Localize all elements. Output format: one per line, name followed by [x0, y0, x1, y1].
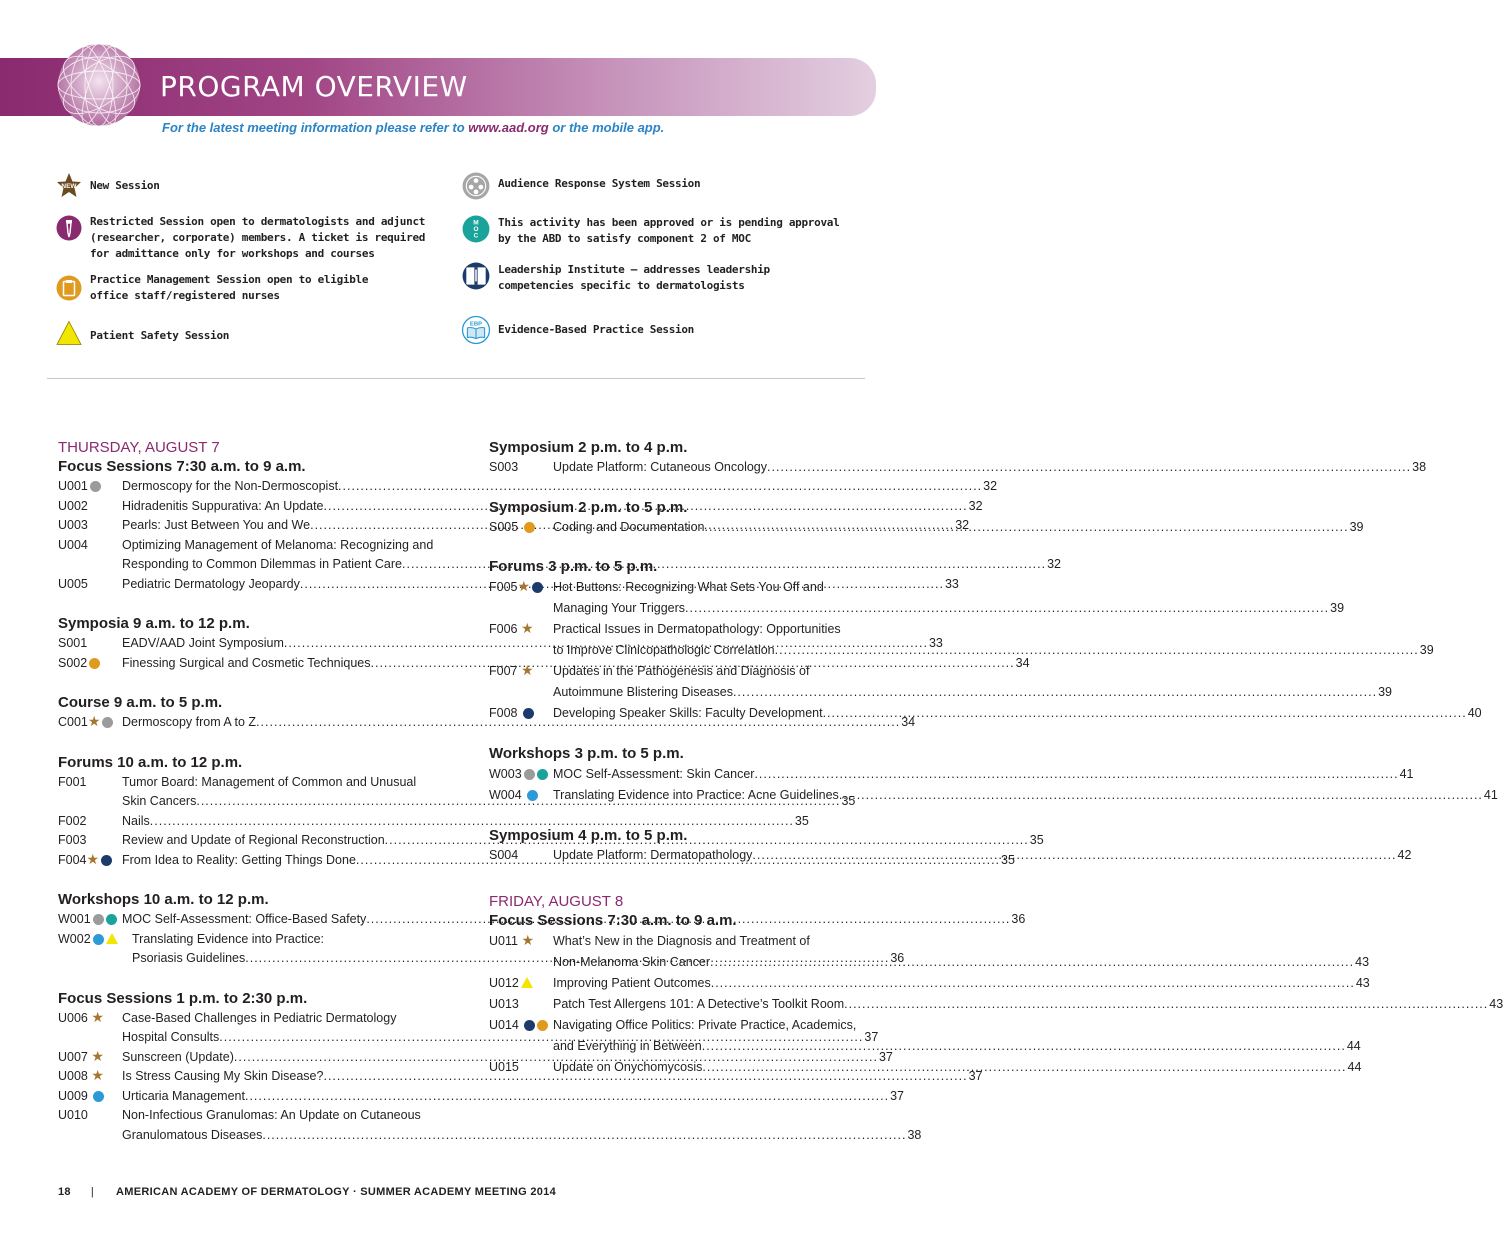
session-row[interactable]: [58, 812, 809, 832]
session-title: Practical Issues in Dermatopathology: Opportunities: [553, 622, 841, 636]
session-title: EADV/AAD Joint Symposium: [122, 636, 284, 650]
session-code: W003: [489, 767, 522, 781]
session-page: 41: [1483, 788, 1498, 802]
session-code: F005: [489, 580, 518, 594]
session-title: MOC Self-Assessment: Office-Based Safety: [122, 912, 367, 926]
session-title-cont: Autoimmune Blistering Diseases: [553, 685, 733, 699]
session-code: U007: [58, 1049, 88, 1064]
session-page: 40: [1467, 706, 1482, 720]
session-title: Developing Speaker Skills: Faculty Development: [553, 706, 823, 720]
session-title-cont: Non-Melanoma Skin Cancer: [553, 954, 711, 969]
session-title: Navigating Office Politics: Private Practice, Academics,: [553, 1017, 857, 1032]
audience-response-dot-icon: [93, 914, 104, 925]
session-code: S004: [489, 848, 519, 862]
section-title: Symposium 2 p.m. to 4 p.m.: [489, 439, 688, 456]
session-title: Tumor Board: Management of Common and Unusual: [122, 774, 417, 789]
legend-evidence-based: [462, 316, 694, 344]
session-row[interactable]: [58, 1067, 983, 1087]
session-title: Hot Buttons: Recognizing What Sets You Off and: [553, 580, 824, 594]
evidence-based-dot-icon: [93, 934, 104, 945]
session-code: W004: [489, 788, 522, 802]
section-title: Symposium 2 p.m. to 5 p.m.: [489, 498, 688, 516]
session-code: U013: [489, 996, 519, 1011]
session-title-cont: Granulomatous Diseases: [122, 1127, 263, 1142]
leadership-dot-icon: [523, 708, 534, 719]
session-page: 43: [1355, 954, 1370, 969]
leadership-book-icon: [462, 262, 490, 290]
session-code: S002: [58, 655, 88, 670]
evidence-based-dot-icon: [527, 790, 538, 801]
session-code: U003: [58, 518, 88, 532]
session-code: U015: [489, 1059, 519, 1074]
session-title: Finessing Surgical and Cosmetic Techniques: [122, 655, 371, 670]
session-code: U005: [58, 576, 88, 591]
session-code: F003: [58, 833, 87, 847]
session-row[interactable]: [489, 973, 1370, 994]
evidence-based-dot-icon: [93, 1091, 104, 1102]
leadership-dot-icon: [532, 582, 543, 593]
session-title: Optimizing Management of Melanoma: Recognizing and: [122, 537, 434, 552]
leadership-dot-icon: [524, 1020, 535, 1031]
session-title: Translating Evidence into Practice:: [132, 931, 324, 946]
subtitle-url-link[interactable]: www.aad.org: [468, 120, 549, 135]
legend-text: This activity has been approved or is pending approval by the ABD to satisfy component 2 of MOC: [498, 216, 840, 245]
warning-triangle-icon: [56, 320, 82, 346]
section-title: Course 9 a.m. to 5 p.m.: [58, 694, 223, 711]
session-page: 38: [907, 1127, 922, 1142]
new-star-icon: ★: [91, 1067, 104, 1083]
session-page: 32: [1047, 557, 1062, 571]
session-page: 37: [890, 1088, 904, 1103]
new-star-icon: ★: [91, 1008, 104, 1025]
section-title: Forums 3 p.m. to 5 p.m.: [489, 558, 658, 575]
session-page: 43: [1489, 996, 1503, 1011]
session-title: Hidradenitis Suppurativa: An Update: [122, 498, 324, 513]
footer-separator: |: [90, 1186, 95, 1198]
session-title-cont: Hospital Consults: [122, 1030, 220, 1044]
audience-response-dot-icon: [102, 717, 113, 728]
page-title: PROGRAM OVERVIEW: [160, 70, 468, 103]
session-code: U011: [489, 933, 518, 948]
legend-text: New Session: [90, 179, 160, 192]
session-code: F006: [489, 622, 518, 636]
new-star-icon: ★: [517, 578, 531, 594]
section-title: Forums 10 a.m. to 12 p.m.: [58, 753, 243, 771]
session-page: 37: [968, 1069, 983, 1083]
section-title: Focus Sessions 7:30 a.m. to 9 a.m.: [58, 458, 306, 475]
session-page: 38: [1412, 460, 1427, 474]
moc-dot-icon: [106, 914, 117, 925]
session-page: 35: [794, 813, 809, 828]
session-title: Patch Test Allergens 101: A Detective’s Toolkit Room: [553, 996, 845, 1011]
session-code: S003: [489, 460, 519, 474]
session-title: From Idea to Reality: Getting Things Done: [122, 852, 356, 867]
svg-text:C: C: [473, 232, 479, 240]
session-page: 42: [1397, 848, 1412, 862]
practice-management-dot-icon: [524, 522, 535, 533]
session-title: MOC Self-Assessment: Skin Cancer: [553, 767, 755, 781]
session-code: F008: [489, 706, 518, 720]
session-page: 34: [1015, 655, 1030, 670]
session-code: C001: [58, 715, 88, 729]
session-row[interactable]: [489, 994, 1503, 1015]
session-page: 39: [1349, 519, 1364, 534]
globe-logo-icon: [56, 42, 142, 128]
session-page: 33: [928, 636, 943, 650]
session-page: 39: [1419, 643, 1434, 657]
moc-icon: [462, 215, 490, 243]
session-page: 36: [890, 951, 905, 965]
session-title-cont: and Everything in Between: [553, 1038, 702, 1053]
session-code: U008: [58, 1069, 88, 1083]
legend-divider: [47, 378, 865, 379]
legend-text: Restricted Session open to dermatologists and adjunct (researcher, corporate) members. A ticket is required for admittance only for workshops and courses: [90, 215, 426, 260]
session-title: Dermoscopy for the Non-Dermoscopist: [122, 479, 339, 493]
legend-leadership: [462, 262, 852, 294]
svg-text:O: O: [473, 226, 479, 234]
session-row[interactable]: [58, 1087, 904, 1107]
session-page: 32: [983, 479, 998, 493]
session-title: Is Stress Causing My Skin Disease?: [122, 1069, 324, 1083]
header-subtitle: [162, 120, 664, 135]
subtitle-prefix: For the latest meeting information please refer to: [162, 120, 465, 135]
legend-audience-response: [462, 172, 700, 200]
session-row[interactable]: [58, 1106, 922, 1145]
session-page: 37: [878, 1049, 893, 1064]
practice-management-dot-icon: [537, 1020, 548, 1031]
moc-dot-icon: [537, 769, 548, 780]
session-page: 36: [1011, 912, 1026, 926]
session-title: Sunscreen (Update): [122, 1049, 234, 1064]
section-symposium-2-4: [489, 438, 1427, 478]
session-code: W001: [58, 912, 91, 926]
new-star-icon: ★: [87, 713, 101, 729]
new-star-icon: ★: [520, 662, 534, 678]
section-title: Focus Sessions 7:30 a.m. to 9 a.m.: [489, 911, 737, 929]
audience-response-dot-icon: [90, 481, 101, 492]
audience-response-dot-icon: [524, 769, 535, 780]
new-star-icon: ★: [91, 1047, 104, 1064]
leadership-dot-icon: [101, 855, 112, 866]
session-row[interactable]: [489, 764, 1414, 785]
session-title: What’s New in the Diagnosis and Treatment of: [553, 933, 810, 948]
session-page: 34: [901, 715, 916, 729]
session-page: 41: [1399, 767, 1414, 781]
page-number: 18: [58, 1186, 71, 1198]
session-title-cont: Skin Cancers: [122, 794, 197, 808]
clipboard-icon: [56, 275, 82, 301]
session-title-cont: Responding to Common Dilemmas in Patient Care: [122, 557, 402, 571]
session-title-cont: to Improve Clinicopathologic Correlation: [553, 643, 775, 657]
session-code: U004: [58, 537, 88, 552]
legend-patient-safety: [56, 320, 229, 346]
session-row[interactable]: [489, 458, 1427, 478]
section-title: Symposia 9 a.m. to 12 p.m.: [58, 615, 250, 632]
session-title: Review and Update of Regional Reconstruction: [122, 833, 385, 847]
session-code: U012: [489, 975, 519, 990]
session-title: Case-Based Challenges in Pediatric Dermatology: [122, 1010, 397, 1025]
session-code: U010: [58, 1108, 88, 1122]
session-title: Pearls: Just Between You and We: [122, 518, 311, 532]
svg-text:M: M: [473, 219, 479, 227]
session-page: 32: [968, 498, 983, 513]
session-code: U002: [58, 498, 88, 513]
session-code: W002: [58, 931, 91, 946]
day-heading-friday: FRIDAY, AUGUST 8: [489, 892, 624, 910]
session-row[interactable]: [489, 785, 1498, 806]
session-title: Improving Patient Outcomes: [553, 975, 711, 990]
legend-practice-session: [56, 272, 376, 304]
session-title-cont: Managing Your Triggers: [553, 601, 686, 615]
legend-new-session: [56, 172, 160, 198]
session-row[interactable]: [58, 477, 998, 497]
new-badge-text: NEW: [61, 183, 77, 190]
session-page: 44: [1347, 1059, 1362, 1074]
session-code: U014: [489, 1017, 519, 1032]
session-title: Dermoscopy from A to Z: [122, 715, 257, 729]
legend-text: Evidence-Based Practice Session: [498, 323, 694, 336]
legend-restricted-session: [56, 214, 446, 262]
session-page: 44: [1346, 1038, 1361, 1053]
subtitle-suffix: or the mobile app.: [552, 120, 665, 135]
session-page: 39: [1330, 601, 1345, 615]
session-code: U006: [58, 1010, 88, 1025]
session-code: S005: [489, 519, 519, 534]
session-title: Update Platform: Dermatopathology: [553, 848, 753, 862]
session-title: Update Platform: Cutaneous Oncology: [553, 460, 768, 474]
session-page: 43: [1355, 975, 1370, 990]
legend-text: Patient Safety Session: [90, 329, 230, 342]
session-code: U009: [58, 1088, 88, 1103]
ticket-icon: [56, 215, 82, 241]
new-star-icon: ★: [86, 850, 100, 867]
section-title: Focus Sessions 1 p.m. to 2:30 p.m.: [58, 989, 308, 1007]
session-code: U001: [58, 479, 88, 493]
section-title: Workshops 10 a.m. to 12 p.m.: [58, 891, 269, 908]
legend-text: Leadership Institute — addresses leadership competencies specific to dermatologists: [498, 263, 770, 292]
session-title: Updates in the Pathogenesis and Diagnosis of: [553, 664, 810, 678]
section-title: Workshops 3 p.m. to 5 p.m.: [489, 745, 684, 762]
session-title-cont: Psoriasis Guidelines: [132, 951, 246, 965]
new-star-icon: [56, 172, 82, 198]
session-title: Nails: [122, 813, 150, 828]
new-star-icon: ★: [521, 931, 535, 948]
patient-safety-triangle-icon: [521, 977, 533, 988]
session-code: F002: [58, 813, 87, 828]
section-title: Symposium 4 p.m. to 5 p.m.: [489, 827, 688, 844]
session-title: Urticaria Management: [122, 1088, 245, 1103]
session-title: Pediatric Dermatology Jeopardy: [122, 576, 300, 591]
ebp-book-icon: [462, 316, 490, 344]
session-page: 32: [955, 518, 970, 532]
session-title: Non-Infectious Granulomas: An Update on Cutaneous: [122, 1108, 421, 1122]
legend-text: Practice Management Session open to eligible office staff/registered nurses: [90, 273, 369, 302]
session-page: 33: [944, 576, 959, 591]
day-heading-thursday: THURSDAY, AUGUST 7: [58, 439, 220, 456]
session-page: 37: [864, 1030, 879, 1044]
session-code: F004: [58, 852, 87, 867]
ebp-badge-text: EBP: [469, 321, 483, 328]
audience-response-icon: [462, 172, 490, 200]
session-code: F007: [489, 664, 518, 678]
legend-text: Audience Response System Session: [498, 177, 701, 190]
footer-text: AMERICAN ACADEMY OF DERMATOLOGY · SUMMER ACADEMY MEETING 2014: [116, 1186, 557, 1198]
session-title: Coding and Documentation: [553, 519, 705, 534]
session-code: S001: [58, 636, 88, 650]
session-code: F001: [58, 774, 87, 789]
page-footer: [58, 1186, 556, 1198]
session-page: 35: [1001, 852, 1015, 867]
session-title: Update on Onychomycosis: [553, 1059, 703, 1074]
legend-moc: [462, 215, 852, 247]
session-page: 35: [841, 794, 856, 808]
session-page: 35: [1029, 833, 1044, 847]
practice-management-dot-icon: [89, 658, 100, 669]
section-workshops-afternoon: [489, 744, 1498, 806]
patient-safety-triangle-icon: [106, 933, 118, 944]
new-star-icon: ★: [520, 620, 534, 636]
session-page: 39: [1378, 685, 1392, 699]
session-title: Translating Evidence into Practice: Acne Guidelines: [553, 788, 839, 802]
